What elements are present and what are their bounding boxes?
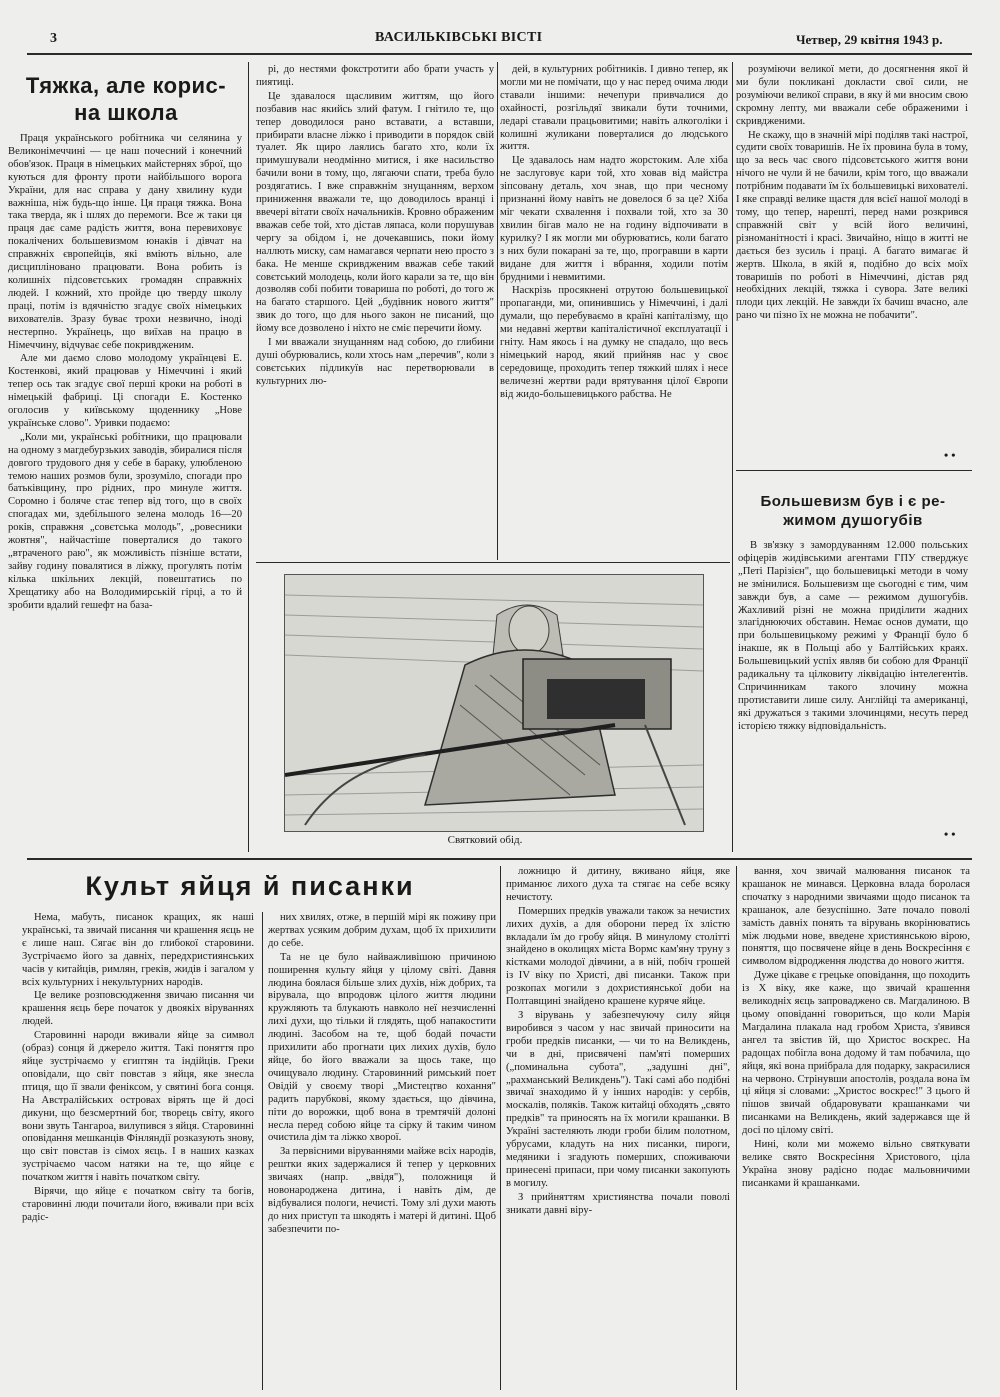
paragraph: розуміючи великої мети, до досягнення якої й ми були покликані докласти свої сили, не розуміючи великої справи, в яку й ми вносим свою скромну лепту, ми вважали себе ображеними і скривдженими. [736, 64, 968, 127]
column-rule [262, 912, 263, 1390]
paragraph: ложницю й дитину, вживано яйця, яке приманює лихого духа та стягає на себе всяку нечистоту. [506, 866, 730, 903]
paragraph: За первісними віруваннями майже всіх народів, рештки яких задержалися й тепер у церковних звичаях (напр. „ввідя"), положниця й новонароджена дитина, і навіть дім, де відбувалися пологи, нечисті. Тому злі духи мають до них приступ та шкодять і матері й дитині. Щоб забезпечити по- [268, 1146, 496, 1235]
article-column [738, 540, 968, 826]
article-title-line: Большевизм був і є ре- [760, 493, 946, 510]
article-column [22, 912, 254, 1390]
article-column [506, 866, 730, 1390]
article-column [742, 866, 970, 1390]
paragraph: Померших предків уважали також за нечистих лихих духів, а для оборони перед їх злістю вкладали їм до гробу яйця. В минулому столітті знайдено в околицях міста Вормс кам'яну труну з кістками молодої дівчини, а в ній, побіч грошей із IV віку по Христі, дві писанки. Також при розкопах могили з дохристиянської доби на Полтавщині знайдено крашене куряче яйце. [506, 905, 730, 1008]
article-title: Культ яйця й писанки [85, 871, 415, 901]
newspaper-title: ВАСИЛЬКІВСЬКІ ВІСТІ [375, 30, 543, 45]
end-mark: • • [944, 827, 956, 841]
issue-date: Четвер, 29 квітня 1943 р. [796, 32, 943, 47]
article-title [738, 492, 968, 532]
paragraph: Нема, мабуть, писанок кращих, як наші українські, та звичай писання чи крашення яєць не є лише наш. Сягає він до глибокої старовини. Зустрічаємо його за давніх, передхристиянських часів у китайців, римлян, греків, жидів і загалом у всіх культурних і некультурних народів. [22, 912, 254, 988]
section-rule [256, 562, 730, 563]
paragraph: Це велике розповсюдження звичаю писання чи крашення яєць бере початок у двоякіх віруваннях людей. [22, 990, 254, 1028]
article-title-line: Тяжка, але корис- [25, 73, 227, 98]
column-rule [736, 866, 737, 1390]
paragraph: Старовинні народи вживали яйце за символ (образ) сонця й джерело життя. Такі поняття про яйце зустрічаємо у єгиптян та індійців. Греки оповідали, що світ повстав з яйця, яке знесла птиця, що її звали феніксом, у святині бога сонця. На Австралійських островах вірять ще й досі дикуни, що безсмертний бог, творець світу, якого вони звуть Тангароа, вилупився з яйця. Старовинні оповідання мешканців Фінляндії розказують знову, що світ повстав із сімох яєць. І в наших казках зустрічаємо часом натяки на те, що яйце є початком життя і навіть початком світу. [22, 1030, 254, 1184]
article-title [6, 72, 246, 130]
paragraph: Наскрізь просякнені отрутою большевицької пропаганди, ми, опинившись у Німеччині, і далі думали, що перебуваємо в країні капіталізму, що ми недавні жертви капіталістичної експлуатації і гніту. Нам якось і на думку не спадало, що весь німецький народ, який прийняв нас у своє середовище, проходить тепер тяжкий шлях і несе величезні жертви ради врятування цілої Європи від жидо-большевицького рабства. Не [500, 285, 728, 400]
paragraph: дей, в культурних робітників. І дивно тепер, як могли ми не помічати, що у нас перед очима люди ставали іншими: нечепури привчалися до охайності, розгільдяї звикали бути точними, ледарі ставали працьовитими; навіть алкоголіки і колишні жуликани поверталися до людського життя. [500, 64, 728, 153]
festive-dinner-drawing [285, 575, 703, 831]
paragraph: З вірувань у забезпечуючу силу яйця виробився з часом у нас звичай приносити на гроби предків писанки, — чи то на Великдень, чи в дні, присвячені пам'яті померших („поминальна субота", „задушні дні", „рахманський Великдень"). Такі самі або подібні звичаї знаходимо й у інших народів: у сербів, москалів, поляків. Також китайці обходять „свято предків" та приносять на їх могили крашанки. В Україні застеляють люди гроби білим полотном, убрусами, кладуть на них писанки, пироги, медяники і згадують померших, споживаючи принесені припаси, при чому писанки закопують в могилу. [506, 1009, 730, 1189]
column-rule [732, 62, 733, 852]
paragraph: Але ми даємо слово молодому українцеві Е. Костенкові, який працював у Німеччині і який тепер ось так згадує свої перші кроки на роботі в німецькій фабриці. Ці спогади Е. Костенко оголосив у київському щоденнику „Нове українське слово". Уривки подаємо: [8, 353, 242, 429]
article-column [268, 912, 496, 1390]
paragraph: Не скажу, що в значній мірі поділяв такі настрої, судити своїх товаришів. Не їх провина була в тому, що за весь час свого підсовєтського життя вони нічого не чули й не бачили, крім того, що вважали потрібним подавати їм їх большевицькі вихователі. І яке справді велике щастя для всієї нашої молоді в тому, що тепер, нарешті, перед нами розкрився справжній світ у всій його величині, різноманітності і красі. Звичайно, ніщо в житті не дається без зусиль і праці. А багато вимагає й жертв. Школа, в якій я, подібно до всіх моїх товаришів по роботі в Німеччині, дістав ряд необхідних лекцій, тяжка і сувора. Зате великі плоди цих лекцій. Не завжди їх бачиш вчасно, але рано чи пізно їх не можна не побачити". [736, 129, 968, 322]
paragraph: Та не це було найважливішою причиною поширення культу яйця у цілому світі. Давня людина боялася більше злих духів, ніж добрих, та вірувала, що впродовж цілого життя людини кружляють та блукають навколо неї незчисленні лихі духи, що тільки й глядять, щоб напакостити людині. Засобом на те, щоб бодай почасти прихилити або прогнати цих лихих духів, було яйце, бо його вважали за щось таке, що очищувало людину. Старовинний римський поет Овідій у своєму творі „Мистецтво кохання" радить парубкові, якому здається, що дівчина, піти до ворожки, щоб вона в тремтячій долоні несла перед собою яйце та сірку й таким чином очистила дім та ліжко хворої. [268, 951, 496, 1144]
article-title-line: жимом душогубів [783, 512, 923, 529]
paragraph: Це здавалося щасливим життям, що його позбавив нас якийсь злий фатум. І гнітило те, що тепер доводилося рано вставати, а вставши, прибирати власне ліжко і приводити в порядок свій туалет. Як щиро лаялись багато хто, коли їх примушували неодмінно митися, і яке насильство бачили вони в тому, що, лягаючи спати, треба було роздягатись. І вже справжнім знущанням, верхом приниження вважали те, що доводилось вранці і ввечері вітати своїх начальників. Кровно ображеним вважав себе той, хто дістав ляпаса, коли порушував чергу за обідом і, не дочекавшись, поки йому наллють миску, сам намагався черпати нею просто з бака. Не менше скривдженим вважав себе такий совєтський молодець, коли його карали за те, що він дозволяв собі побити товариша по роботі, до того ж на багато старшого. Цей „будівник нового життя" звик до того, що для нього закон не писаний, що йому все дозволено і ніхто не сміє перечити йому. [256, 90, 494, 335]
paragraph: рі, до нестями фокстротити або брати участь у пиятиці. [256, 64, 494, 88]
paragraph: В зв'язку з замордуванням 12.000 польських офіцерів жидівськими агентами ГПУ стверджує „Петі Парізієн", що большевицькі методи в чому не змінилися. Большевизм ще сьогодні є тим, чим завжди був, а саме — режимом душогубів. Жахливий різні не можна приділити жадних злагіднюючих обставин. Немає основ думати, що при большевицькому режимі у Франції було б інакше, як в Польщі або у Балтійських краях. Большевицький успіх являв би собою для Франції радикальну та цілковиту ліквідацію інтелегентів. Спричинникам такого злочину можна протиставити лише силу. Англійці та американці, які дружаться з такими злочинцями, несуть перед історією тяжку відповідальність. [738, 540, 968, 732]
illustration [284, 574, 704, 832]
picture-caption: Святковий обід. [447, 834, 523, 846]
paragraph: „Коли ми, українські робітники, що працювали на одному з магдебурзьких заводів, збиралися після довгого трудового дня у себе в бараку, улюбленою темою наших розмов були, зрозуміло, спогади про батьківщину, про рідних, про минуле життя. Соромно і боляче стає тепер від того, що в своїх спогадах ми, здебільшого зелена молодь 16—20 років, справжня „совєтська молодь", „ровесники жовтня", найчастіше поверталися до такого „втраченого раю", як можливість пізніше встати, зайву годину повалятися в ліжку, прогулять потім кілька шкільних лекцій, повештатись по Хрещатику або на Володимирській гірці, а то й зробити вдалий гешефт на база- [8, 431, 242, 611]
paragraph: Дуже цікаве є грецьке оповідання, що походить із X віку, яке каже, що звичай крашення великодніх яєць запроваджено св. Магдалиною. В цьому оповіданні говориться, що коли Марія Магдалина плакала над гробом Христа, з'явився ангел та звістив їй, що Христос воскрес. На радощах побігла вона додому й там побачила, що яйця, які вона приібрала для подарку, закрасилися на червоно. Стрінувши апостолів, роздала вона їм ці яйця зі словами: „Христос воскрес!" З цього й пішов звичай обдаровувати крашанками чи писанками на Великдень, який задержався ще й досі по цілому світі. [742, 970, 970, 1137]
article-column [500, 64, 728, 558]
paragraph: Вірячи, що яйце є початком світу та богів, старовинні люди почитали його, вживали при всіх радіс- [22, 1186, 254, 1223]
header-rule [27, 53, 972, 55]
column-rule [248, 62, 249, 852]
column-rule [497, 62, 498, 560]
column-rule [500, 866, 501, 1390]
article-column [8, 133, 242, 851]
page-number: 3 [50, 31, 57, 46]
paragraph: З прийняттям християнства почали поволі зникати давні віру- [506, 1191, 730, 1216]
section-rule [27, 858, 972, 860]
paragraph: них хвилях, отже, в першій мірі як поживу при жертвах усяким добрим духам, щоб їх прихилити до себе. [268, 912, 496, 949]
paragraph: вання, хоч звичай малювання писанок та крашанок не минався. Церковна влада боролася спочатку з народними звичаями щодо писанок та крашанок, але безуспішно. Зате почало поволі замість давніх понять та вірувань вкорінюватись між людьми нове, введене християнською вірою, поняття, що посвячене яйце в день Воскресіння є символом відродження людства до нового життя. [742, 866, 970, 968]
paragraph: І ми вважали знущанням над собою, до глибини душі обурювались, коли хтось нам „перечив", коли з совєтських підликуїв нас перетворювали в культурних лю- [256, 337, 494, 387]
paragraph: Праця українського робітника чи селянина у Великонімеччині — це наш почесний і конечний обов'язок. Праця в німецьких майстернях зброї, що куються для фронту проти найбільшого ворога України, для нас справа у дану хвилину куди важніша, ніж будь-що інше. Ця праця тяжка. Вона така тверда, як і шлях до перемоги. Все ж таки ця праця дає саме радість життя, вона перевиховує покалічених большевизмом юнаків і дівчат на справжніх європейців, які вміють вільно, але дисципліновано працювати. Вона робить із колишніх підсовєтських громадян справжніх людей. І кожний, хто пройде цю тверду школу праці, потім із вдячністю згадує своїх німецьких вихователів. Зразу буває трохи незвично, іноді нестерпно. Українець, що виїхав на працю в Німеччину, відчуває себе покривдженим. [8, 133, 242, 351]
article-column [736, 64, 968, 460]
end-mark: • • [944, 448, 956, 462]
article-column [256, 64, 494, 558]
paragraph: Нині, коли ми можемо вільно святкувати велике свято Воскресіння Христового, ціла Україна знову радісно подає мальовничими писанками й крашанками. [742, 1139, 970, 1189]
paragraph: Це здавалось нам надто жорстоким. Але хіба не заслуговує кари той, хто ховав від майстра зіпсовану деталь, хоч знав, що при чесному признанні йому навіть не довелося б за це? Хіба міг чекати схвалення і похвали той, хто за 30 хвилин бігав мало не на годину відпочивати в курилку? І як могли ми обурюватись, коли багато з них були покарані за те, що, програвши в карти видане для життя і вбрання, ходили потім брудними і невмитими. [500, 155, 728, 283]
article-title-line: на школа [74, 100, 178, 125]
section-rule [736, 470, 972, 471]
